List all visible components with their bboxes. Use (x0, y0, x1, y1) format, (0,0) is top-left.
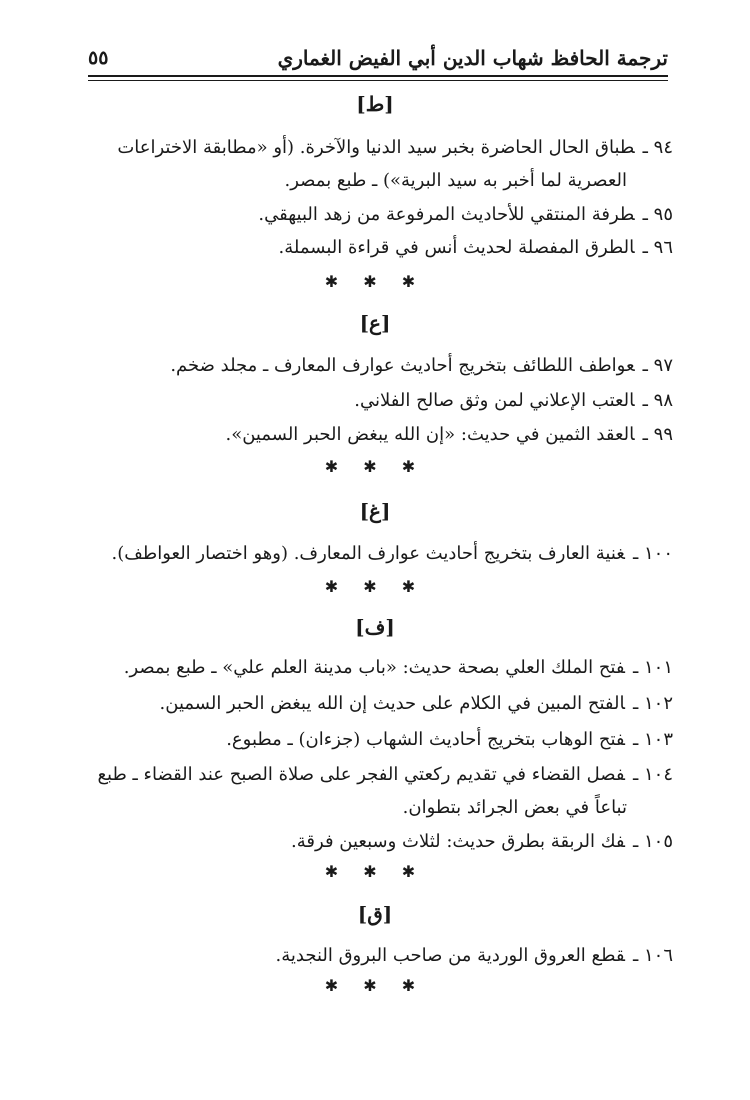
entry-number: ١٠٥ ـ (632, 831, 673, 852)
list-item (83, 651, 673, 684)
entry-text: قطع العروق الوردية من صاحب البروق النجدية. (275, 945, 625, 966)
running-header (88, 40, 668, 76)
section-separator: ✱ ✱ ✱ (324, 577, 426, 596)
entry-number: ٩٦ ـ (642, 237, 673, 258)
entry-number: ٩٨ ـ (642, 390, 673, 411)
section-heading-qaf: [ق] (357, 902, 393, 926)
list-item (83, 537, 673, 570)
entry-text: فصل القضاء في تقديم ركعتي الفجر على صلاة الصبح عند القضاء ـ طبع (97, 764, 625, 785)
list-item (83, 198, 673, 231)
entry-number: ١٠٣ ـ (632, 729, 673, 750)
entry-number: ١٠٦ ـ (632, 945, 673, 966)
list-item (83, 723, 673, 756)
section-separator: ✱ ✱ ✱ (324, 862, 426, 881)
entry-text: عواطف اللطائف بتخريج أحاديث عوارف المعارف ـ مجلد ضخم. (170, 355, 635, 376)
list-item (83, 349, 673, 382)
entry-text: فتح الملك العلي بصحة حديث: «باب مدينة العلم علي» ـ طبع بمصر. (123, 657, 625, 678)
list-item (83, 825, 673, 858)
entry-text: طرفة المنتقي للأحاديث المرفوعة من زهد البيهقي. (258, 204, 635, 225)
entry-text: فك الربقة بطرق حديث: لثلاث وسبعين فرقة. (291, 831, 625, 852)
entry-number: ٩٧ ـ (642, 355, 673, 376)
section-separator: ✱ ✱ ✱ (324, 976, 426, 995)
entry-number: ١٠٠ ـ (632, 543, 673, 564)
section-heading-ain: [ع] (359, 311, 391, 335)
section-heading-fa: [ف] (355, 615, 395, 639)
section-heading-ghain: [غ] (359, 499, 391, 523)
list-item (83, 939, 673, 972)
list-item (83, 384, 673, 417)
running-title: ترجمة الحافظ شهاب الدين أبي الفيض الغماري (277, 46, 668, 70)
entry-number: ٩٩ ـ (642, 424, 673, 445)
entry-text: الفتح المبين في الكلام على حديث إن الله يبغض الحبر السمين. (159, 693, 625, 714)
entry-number: ٩٤ ـ (642, 137, 673, 158)
list-item (83, 418, 673, 451)
list-item (83, 231, 673, 264)
entry-text: العقد الثمين في حديث: «إن الله يبغض الحبر السمين». (225, 424, 635, 445)
list-item (83, 131, 673, 197)
section-separator: ✱ ✱ ✱ (324, 272, 426, 291)
header-rule-thin (88, 80, 668, 81)
entry-number: ١٠١ ـ (632, 657, 673, 678)
entry-text: طباق الحال الحاضرة بخبر سيد الدنيا والآخرة. (أو «مطابقة الاختراعات (117, 137, 635, 158)
section-heading-ta: [ط] (356, 92, 394, 116)
page-number: ٥٥ (88, 47, 109, 69)
entry-text: غنية العارف بتخريج أحاديث عوارف المعارف. (وهو اختصار العواطف). (111, 543, 625, 564)
entry-text: فتح الوهاب بتخريج أحاديث الشهاب (جزءان) ـ مطبوع. (226, 729, 625, 750)
entry-text: الطرق المفصلة لحديث أنس في قراءة البسملة. (278, 237, 635, 258)
entry-number: ١٠٢ ـ (632, 693, 673, 714)
section-separator: ✱ ✱ ✱ (324, 457, 426, 476)
entry-text-continuation: تباعاً في بعض الجرائد بتطوان. (402, 797, 627, 818)
header-rule (88, 75, 668, 77)
entry-text: العتب الإعلاني لمن وثق صالح الفلاني. (354, 390, 635, 411)
list-item (83, 758, 673, 824)
entry-text-continuation: العصرية لما أخبر به سيد البرية») ـ طبع بمصر. (284, 170, 627, 191)
entry-number: ٩٥ ـ (642, 204, 673, 225)
list-item (83, 687, 673, 720)
entry-number: ١٠٤ ـ (632, 764, 673, 785)
